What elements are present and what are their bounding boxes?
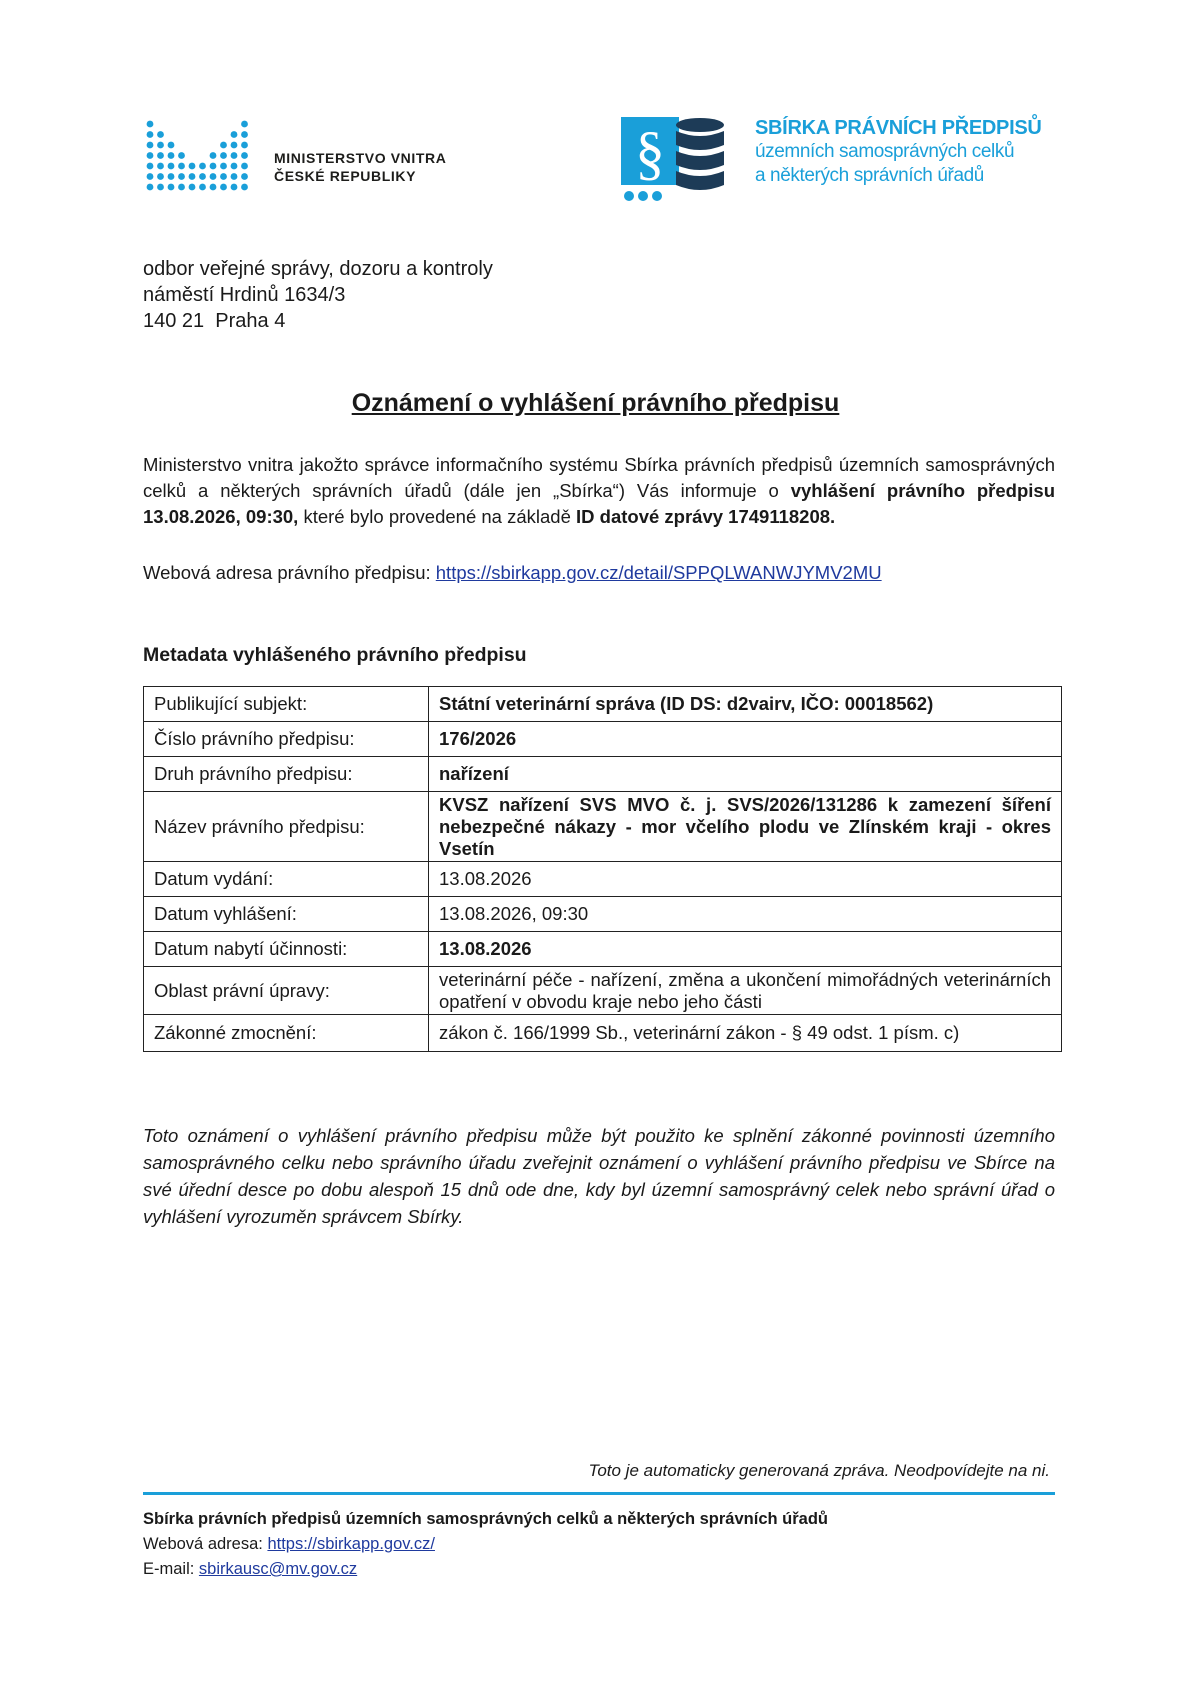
- usage-note: Toto oznámení o vyhlášení právního předpisu může být použito ke splnění zákonné povinnosti územního samosprávného celku nebo správního úřadu zveřejnit oznámení o vyhlášení právního předpisu ve Sbírce na své úřední desce po dobu alespoň 15 dnů ode dne, kdy byl územní samosprávný celek nebo správní úřad o vyhlášení vyrozuměn správcem Sbírky.: [143, 1125, 1055, 1227]
- sbirka-logo-icon: [621, 117, 731, 207]
- metadata-key: Datum vydání:: [144, 862, 429, 897]
- intro-bold-1: vyhlášení právního předpisu 13.08.2026, 09:30,: [143, 480, 1056, 527]
- logo-dot: [168, 184, 175, 191]
- address-line1: odbor veřejné správy, dozoru a kontroly: [143, 258, 493, 280]
- logo-dot: [220, 173, 227, 180]
- logo-dot: [147, 131, 154, 138]
- sender-address: [143, 256, 493, 334]
- logo-dot: [241, 163, 248, 170]
- metadata-value: veterinární péče - nařízení, změna a ukončení mimořádných veterinárních opatření v obvodu kraje nebo jeho části: [429, 967, 1062, 1015]
- metadata-value: 13.08.2026: [429, 862, 1062, 897]
- footer-email-line: [143, 1557, 828, 1582]
- sbirka-subtitle-line1: územních samosprávných celků: [755, 141, 1015, 162]
- ministry-dot-grid: [147, 121, 248, 191]
- metadata-row: [144, 792, 1062, 862]
- logo-dot: [147, 184, 154, 191]
- logo-dot: [231, 131, 238, 138]
- logo-dot: [241, 152, 248, 159]
- logo-dot: [189, 184, 196, 191]
- logo-dot: [178, 163, 185, 170]
- logo-dot: [178, 184, 185, 191]
- logo-dot: [199, 163, 206, 170]
- logo-dot: [168, 152, 175, 159]
- logo-dot: [189, 173, 196, 180]
- sbirka-title: SBÍRKA PRÁVNÍCH PŘEDPISŮ: [755, 117, 1042, 139]
- logo-dot: [231, 173, 238, 180]
- logo-dot: [199, 173, 206, 180]
- metadata-value: KVSZ nařízení SVS MVO č. j. SVS/2026/131286 k zamezení šíření nebezpečné nákazy - mor včelího plodu ve Zlínském kraji - okres Vsetín: [429, 792, 1062, 862]
- metadata-row: [144, 1015, 1062, 1052]
- logo-dot: [157, 131, 164, 138]
- metadata-key: Číslo právního předpisu:: [144, 722, 429, 757]
- sbirka-logo-text: [755, 116, 1042, 188]
- web-address-line: [143, 562, 882, 584]
- metadata-value: zákon č. 166/1999 Sb., veterinární zákon - § 49 odst. 1 písm. c): [429, 1015, 1062, 1052]
- metadata-key: Publikující subjekt:: [144, 687, 429, 722]
- metadata-value: 13.08.2026: [429, 932, 1062, 967]
- logo-dot: [231, 184, 238, 191]
- intro-bold-2: ID datové zprávy 1749118208.: [576, 506, 836, 527]
- footer-web-label: Webová adresa:: [143, 1535, 268, 1553]
- logo-dot: [241, 121, 248, 128]
- logo-dot: [220, 152, 227, 159]
- metadata-key: Datum nabytí účinnosti:: [144, 932, 429, 967]
- footer: [143, 1507, 828, 1582]
- logo-dot: [147, 121, 154, 128]
- footer-email-label: E-mail:: [143, 1560, 199, 1578]
- logo-dot: [241, 184, 248, 191]
- autogenerated-note: Toto je automaticky generovaná zpráva. Neodpovídejte na ni.: [588, 1461, 1050, 1480]
- logo-dot: [147, 163, 154, 170]
- logo-dot: [241, 142, 248, 149]
- logo-dot: [157, 173, 164, 180]
- logo-dot: [210, 163, 217, 170]
- footer-title: Sbírka právních předpisů územních samosprávných celků a některých správních úřadů: [143, 1510, 828, 1528]
- footer-email-link[interactable]: sbirkausc@mv.gov.cz: [198, 1560, 358, 1578]
- logo-dot: [210, 173, 217, 180]
- web-address-label: Webová adresa právního předpisu:: [143, 562, 436, 583]
- metadata-row: [144, 862, 1062, 897]
- intro-paragraph: [143, 452, 1055, 530]
- web-address-link[interactable]: https://sbirkapp.gov.cz/detail/SPPQLWANWJYMV2MU: [435, 562, 882, 583]
- metadata-key: Datum vyhlášení:: [144, 897, 429, 932]
- logo-dot: [147, 173, 154, 180]
- metadata-key: Oblast právní úpravy:: [144, 967, 429, 1015]
- logo-dot: [220, 163, 227, 170]
- address-line3: 140 21 Praha 4: [143, 310, 286, 332]
- logo-dot: [147, 142, 154, 149]
- ministry-logo-text: [274, 149, 446, 185]
- logo-dot: [168, 163, 175, 170]
- logo-dot: [220, 142, 227, 149]
- logo-dot: [189, 163, 196, 170]
- logo-dot: [147, 152, 154, 159]
- logo-dot: [178, 152, 185, 159]
- metadata-key: Zákonné zmocnění:: [144, 1015, 429, 1052]
- metadata-row: [144, 722, 1062, 757]
- logo-dot: [199, 184, 206, 191]
- logo-dot: [231, 163, 238, 170]
- footer-web-link[interactable]: https://sbirkapp.gov.cz/: [267, 1535, 435, 1553]
- logo-dot: [157, 184, 164, 191]
- metadata-row: [144, 687, 1062, 722]
- logo-dot: [157, 152, 164, 159]
- footer-web-line: [143, 1532, 828, 1557]
- metadata-value: 176/2026: [429, 722, 1062, 757]
- metadata-key: Název právního předpisu:: [144, 792, 429, 862]
- intro-text-2: které bylo provedené na základě: [298, 506, 577, 527]
- logo-dot: [231, 152, 238, 159]
- logo-dot: [157, 142, 164, 149]
- logo-dot: [241, 131, 248, 138]
- logo-dot: [231, 142, 238, 149]
- logo-dot: [220, 184, 227, 191]
- metadata-title: Metadata vyhlášeného právního předpisu: [143, 644, 527, 666]
- logo-dot: [157, 163, 164, 170]
- logo-dot: [178, 173, 185, 180]
- logo-dot: [168, 142, 175, 149]
- metadata-table: [143, 686, 1062, 1052]
- metadata-key: Druh právního předpisu:: [144, 757, 429, 792]
- logo-dot: [168, 173, 175, 180]
- metadata-row: [144, 967, 1062, 1015]
- sbirka-subtitle-line2: a některých správních úřadů: [755, 165, 984, 186]
- metadata-row: [144, 757, 1062, 792]
- ministry-name-line1: MINISTERSTVO VNITRA: [274, 150, 447, 166]
- intro-text-1: Ministerstvo vnitra jakožto správce informačního systému Sbírka právních předpisů územních samosprávných celků a některých správních úřadů (dále jen „Sbírka“) Vás informuje o: [143, 454, 1055, 501]
- document-title: Oznámení o vyhlášení právního předpisu: [351, 389, 840, 417]
- metadata-row: [144, 932, 1062, 967]
- logo-dot: [241, 173, 248, 180]
- svg-text:§: §: [635, 120, 665, 186]
- logo-dot: [210, 152, 217, 159]
- logo-dot: [210, 184, 217, 191]
- metadata-value: 13.08.2026, 09:30: [429, 897, 1062, 932]
- metadata-row: [144, 897, 1062, 932]
- address-line2: náměstí Hrdinů 1634/3: [143, 284, 346, 306]
- metadata-value: nařízení: [429, 757, 1062, 792]
- ministry-name-line2: ČESKÉ REPUBLIKY: [274, 168, 417, 184]
- metadata-value: Státní veterinární správa (ID DS: d2vairv, IČO: 00018562): [429, 687, 1062, 722]
- footer-divider: [143, 1492, 1055, 1495]
